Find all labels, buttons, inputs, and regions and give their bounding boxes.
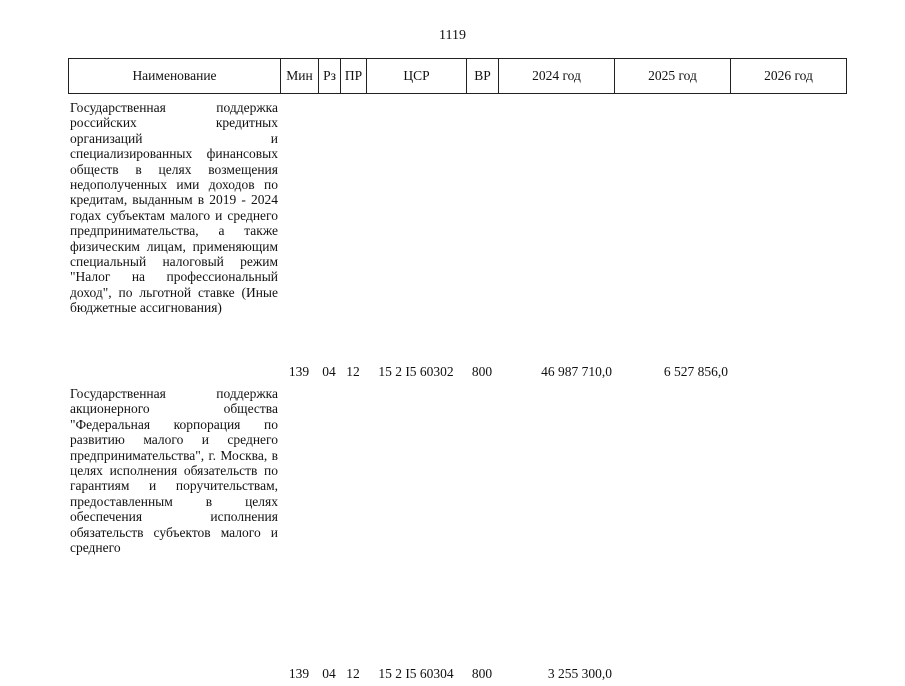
- row-name: Государственная поддержка российских кредитных организаций и специализированных финансовых обществ в целях возмещения недополученных ими доходов по кредитам, выданным в 2019 - 2024 годах субъектам малого и среднего предпринимательства, а также физическим лицам, применяющим специальный налоговый режим "Налог на профессиональный доход", по льготной ставке (Иные бюджетные ассигнования): [70, 100, 278, 316]
- row-pr: 12: [346, 666, 360, 681]
- table-row: [68, 382, 846, 686]
- row-amount-2024: 3 255 300,0: [547, 666, 612, 681]
- row-csr: 15 2 I5 60304: [378, 666, 454, 681]
- row-csr: 15 2 I5 60302: [378, 364, 454, 379]
- row-rz: 04: [322, 666, 336, 681]
- header-2024: 2024 год: [499, 59, 615, 94]
- row-amount-2026: [730, 382, 846, 686]
- header-2026: 2026 год: [731, 59, 847, 94]
- header-row: [69, 59, 847, 94]
- row-vr: 800: [471, 666, 493, 681]
- row-pr: 12: [346, 364, 360, 379]
- row-min: 139: [288, 666, 310, 681]
- page-number: 1119: [439, 28, 466, 43]
- row-vr: 800: [471, 364, 493, 379]
- row-amount-2026: [730, 96, 846, 382]
- row-name: Государственная поддержка акционерного общества "Федеральная корпорация по развитию малого и среднего предпринимательства", г. Москва, в целях исполнения обязательств по гарантиям и поручительствам, предоставленным в целях обеспечения исполнения обязательств субъектов малого и среднего: [70, 386, 278, 556]
- header-min: Мин: [281, 59, 319, 94]
- header-2025: 2025 год: [615, 59, 731, 94]
- row-amount-2025: 6 527 856,0: [663, 364, 728, 379]
- row-min: 139: [288, 364, 310, 379]
- table-header: [68, 58, 847, 94]
- header-rz: Рз: [319, 59, 341, 94]
- header-vr: ВР: [467, 59, 499, 94]
- header-name: Наименование: [69, 59, 281, 94]
- row-amount-2024: 46 987 710,0: [541, 364, 612, 379]
- row-rz: 04: [322, 364, 336, 379]
- table-row: [68, 96, 846, 382]
- table-body: [68, 96, 846, 686]
- header-pr: ПР: [341, 59, 367, 94]
- header-csr: ЦСР: [367, 59, 467, 94]
- row-amount-2025: [614, 382, 730, 686]
